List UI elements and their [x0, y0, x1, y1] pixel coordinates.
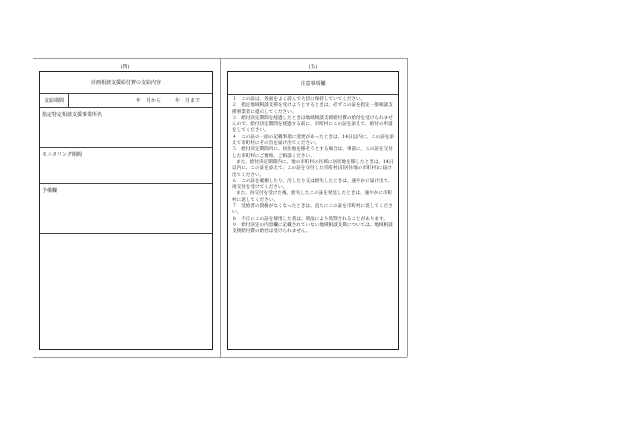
note-item: ４ この証の一面の記載事項に変更があったときは、14日以内に、この証を添えて市町村にその旨を届け出てください。 [232, 134, 394, 147]
reserve-label: 予備欄 [42, 188, 58, 194]
right-border-line [407, 58, 408, 357]
note-item: ９ 給付決定の内容欄に記載されていない地域相談支援については、地域相談支援給付費の給付は受けられません。 [232, 222, 393, 235]
note-item: ６ この証を破損したり、汚したり又は紛失したときは、速やかに届け出て、再交付を受けてください。 [232, 178, 393, 191]
notes-list [232, 97, 394, 236]
bottom-border-line [33, 357, 407, 358]
monitoring-period-box [40, 148, 212, 184]
note-item: ７ 受給者の資格がなくなったときは、直ちにこの証を市町村に返してください。 [232, 204, 393, 216]
note-item: ３ 給付決定期間を経過したときは地域相談支援給付費の給付を受けられませんので、給付決定期間を経過する前に、市町村にこの証を添えて、給付の申請をしてください。 [232, 115, 393, 134]
provider-name-box [40, 108, 212, 148]
note-item: １ この証は、各面をよく読んで大切に保持していてください。 [232, 97, 366, 102]
note-item: また、再交付を受けた後、紛失したこの証を発見したときは、速やかに市町村に返してください。 [232, 191, 393, 203]
payment-period-to: 年 月まで [175, 98, 201, 104]
payment-period-from: 年 月から [136, 98, 162, 104]
payment-period-label: 支給期間 [40, 94, 69, 107]
reserve-box [40, 184, 212, 234]
payment-period-row [40, 94, 212, 108]
provider-name-label: 指定特定相談支援事業所名 [42, 112, 103, 118]
left-page-number: (四) [120, 64, 130, 70]
note-item: ８ 不正にこの証を使用した者は、刑法により処罰されることがあります。 [232, 216, 388, 222]
note-item: ２ 指定地域相談支援を受けようとするときは、必ずこの証を指定一般相談支援事業者に提示してください。 [232, 103, 393, 115]
center-fold-line [220, 58, 221, 357]
benefit-content-title: 計画相談支援給付費の支給内容 [40, 72, 212, 94]
note-item: ５ 給付決定期間内に、居住地を移そうとする場合は、事前に、この証を交付した市町村にご連絡、ご相談ください。 [232, 147, 393, 159]
right-page-number: (五) [308, 64, 318, 70]
monitoring-period-label: モニタリング期間 [42, 152, 82, 158]
benefit-content-panel [39, 71, 213, 350]
notes-panel [227, 71, 399, 350]
notes-title: 注意事項欄 [228, 72, 398, 95]
note-item: また、給付決定期間内に、他の市町村の区域に居住地を移したときは、14日以内に、この証を添えて、この証を交付した市町村(旧居住地の市町村)に届け出てください。 [232, 159, 394, 178]
